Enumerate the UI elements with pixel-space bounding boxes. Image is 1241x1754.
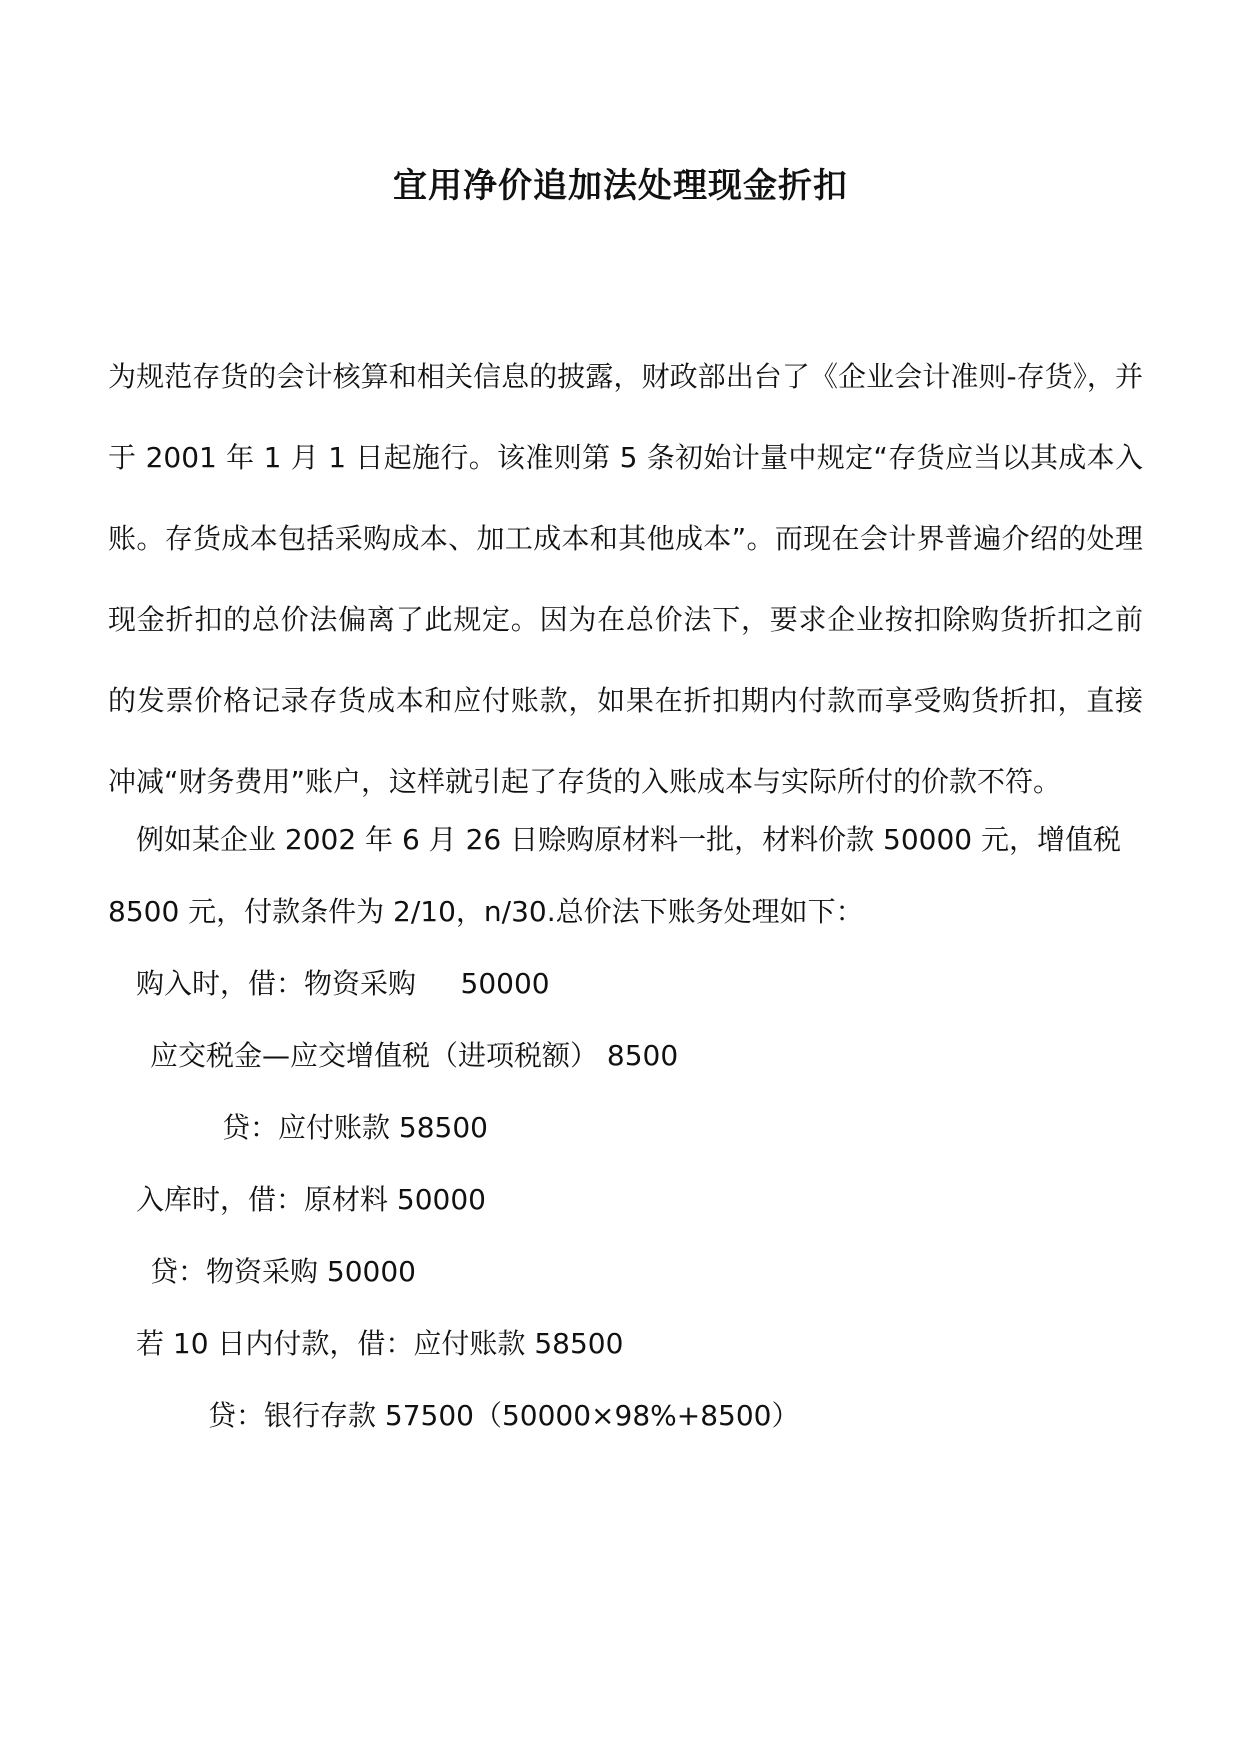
entry-payment-credit: 贷：银行存款 57500（50000×98%+8500）	[208, 1399, 800, 1432]
entry-payment-debit: 若 10 日内付款，借：应付账款 58500	[136, 1327, 624, 1360]
example-line-1: 例如某企业 2002 年 6 月 26 日赊购原材料一批，材料价款 50000 元，增值税	[136, 823, 1121, 856]
example-line-2: 8500 元，付款条件为 2/10，n/30.总价法下账务处理如下：	[108, 895, 864, 928]
entry-purchase-debit: 购入时，借：物资采购 50000	[136, 967, 550, 1000]
entry-purchase-tax: 应交税金—应交增值税（进项税额） 8500	[150, 1039, 679, 1072]
entry-storage-debit: 入库时，借：原材料 50000	[136, 1183, 486, 1216]
entry-storage-credit: 贷：物资采购 50000	[150, 1255, 416, 1288]
document-title: 宜用净价追加法处理现金折扣	[393, 166, 848, 206]
entry-purchase-credit: 贷：应付账款 58500	[222, 1111, 488, 1144]
intro-paragraph: 为规范存货的会计核算和相关信息的披露，财政部出台了《企业会计准则-存货》，并于 2001 年 1 月 1 日起施行。该准则第 5 条初始计量中规定“存货应当以其成本入账。存货成本包括采购成本、加工成本和其他成本”。而现在会计界普遍介绍的处理现金折扣的总价法偏离了此规定。因为在总价法下，要求企业按扣除购货折扣之前的发票价格记录存货成本和应付账款，如果在折扣期内付款而享受购货折扣，直接冲减“财务费用”账户，这样就引起了存货的入账成本与实际所付的价款不符。	[108, 360, 1143, 798]
